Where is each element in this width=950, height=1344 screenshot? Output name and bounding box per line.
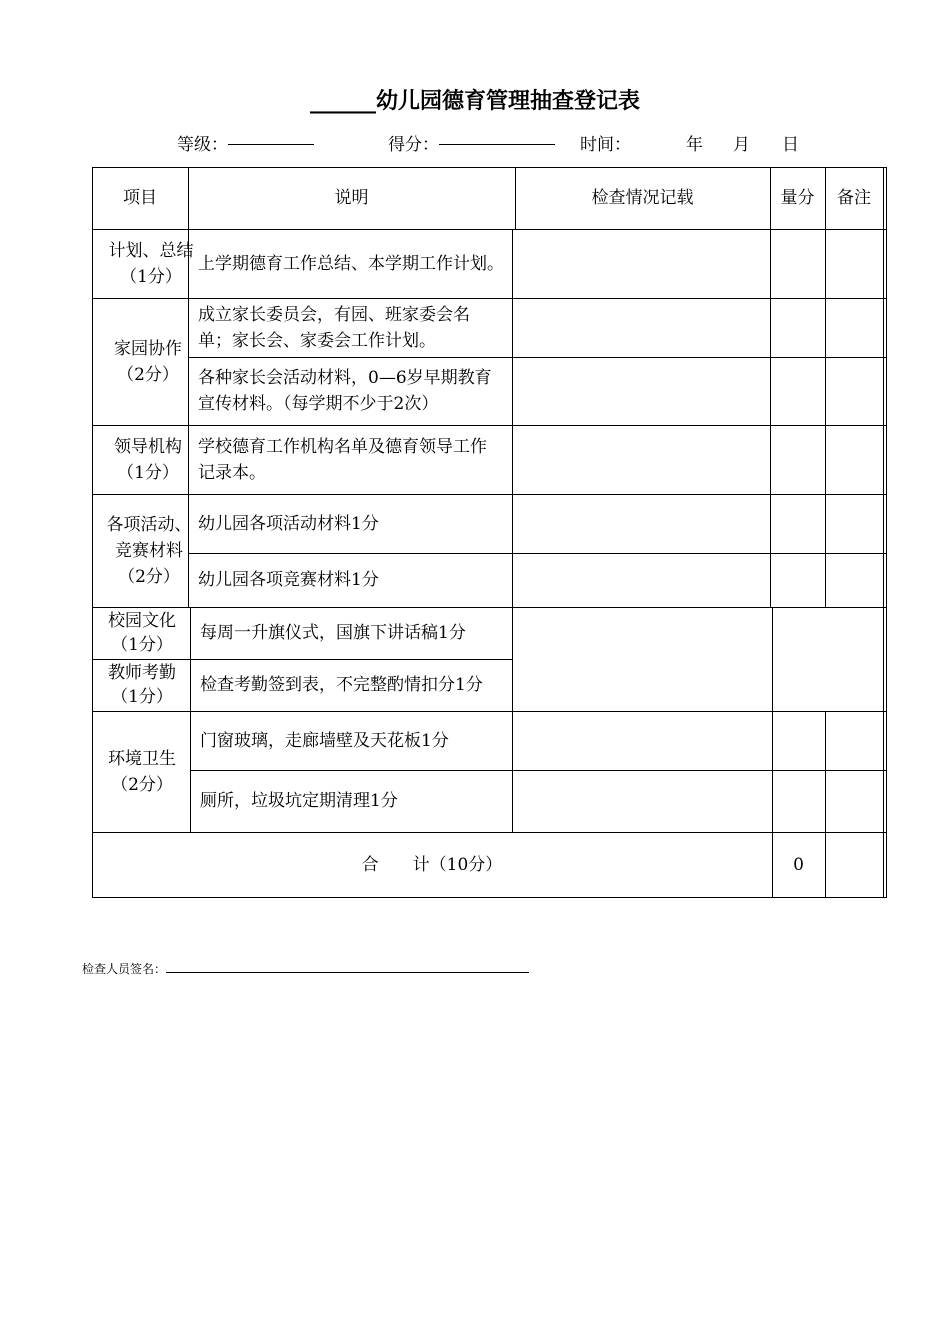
- total-score: 0: [793, 854, 804, 875]
- desc-leadership: 学校德育工作机构名单及德育领导工作 记录本。: [198, 436, 487, 483]
- header-desc: 说明: [334, 188, 369, 208]
- item-activities: 各项活动、 竞赛材料 （2分）: [106, 514, 192, 587]
- page-title: ______幼儿园德育管理抽查登记表: [309, 89, 640, 114]
- item-campus-culture: 校园文化 （1分）: [108, 611, 176, 655]
- desc-parent-activities: 各种家长会活动材料，0—6岁早期教育 宣传材料。（每学期不少于2次）: [198, 368, 492, 414]
- signature-label: 检查人员签名：: [82, 962, 167, 976]
- desc-parent-committee: 成立家长委员会，有园、班家委会名 单；家长会、家委会工作计划。: [198, 304, 470, 351]
- header-item: 项目: [123, 188, 157, 208]
- desc-competitions: 幼儿园各项竞赛材料1分: [198, 570, 379, 590]
- month-label: 月: [733, 135, 750, 155]
- desc-activities: 幼儿园各项活动材料1分: [198, 513, 379, 534]
- item-teacher-attendance: 教师考勤 （1分）: [108, 663, 176, 707]
- header-note: 备注: [837, 188, 871, 208]
- day-label: 日: [782, 135, 799, 155]
- header-record: 检查情况记载: [591, 188, 694, 208]
- item-home-school: 家园协作 （2分）: [114, 338, 182, 385]
- desc-plan-summary: 上学期德育工作总结、本学期工作计划。: [198, 253, 504, 274]
- desc-campus-culture: 每周一升旗仪式，国旗下讲话稿1分: [200, 623, 466, 643]
- item-hygiene: 环境卫生 （2分）: [108, 748, 176, 795]
- desc-teacher-attendance: 检查考勤签到表，不完整酌情扣分1分: [200, 675, 483, 695]
- year-label: 年: [686, 135, 703, 155]
- item-leadership: 领导机构 （1分）: [114, 436, 182, 483]
- grade-field: 等级：: [177, 130, 228, 155]
- header-score: 量分: [780, 188, 815, 208]
- signature-field[interactable]: [166, 962, 529, 973]
- meta-line: [0, 130, 950, 156]
- score-field: 得分：: [388, 130, 439, 155]
- desc-windows-walls: 门窗玻璃，走廊墙壁及天花板1分: [200, 730, 449, 751]
- signature-line: [82, 960, 529, 977]
- item-plan-summary: 计划、总结 （1分）: [108, 240, 194, 287]
- desc-toilets: 厕所，垃圾坑定期清理1分: [200, 791, 398, 811]
- inspection-table: [92, 167, 887, 898]
- time-label: 时间：: [580, 135, 631, 155]
- total-label: 合 计（10分）: [361, 854, 503, 875]
